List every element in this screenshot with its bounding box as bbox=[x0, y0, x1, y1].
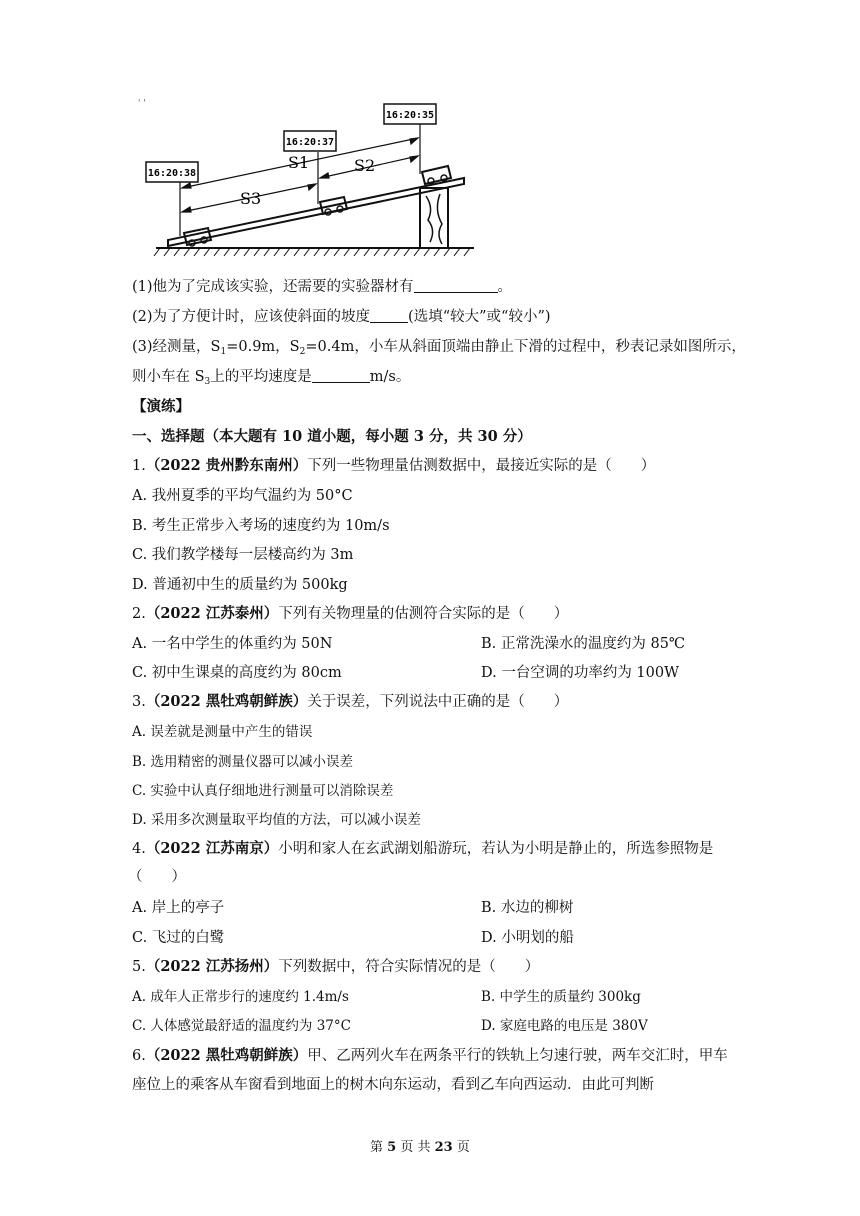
q4-option-b[interactable]: B. 水边的柳树 bbox=[481, 900, 574, 916]
question-text: 下列数据中，符合实际情况的是（ ） bbox=[278, 959, 540, 975]
page-footer bbox=[370, 1136, 470, 1155]
question-number: 3. bbox=[132, 694, 146, 710]
question-source: （2022 江苏泰州） bbox=[145, 605, 279, 622]
question-number: 1. bbox=[132, 458, 146, 474]
question-text: 关于误差，下列说法中正确的是（ ） bbox=[307, 694, 569, 710]
q1-option-a[interactable]: A. 我州夏季的平均气温约为 50°C bbox=[132, 488, 353, 504]
subscript: 2 bbox=[299, 347, 306, 357]
question-2-stem bbox=[132, 604, 568, 624]
q2-option-b[interactable]: B. 正常洗澡水的温度约为 85℃ bbox=[481, 636, 686, 652]
q3-option-a[interactable]: A. 误差就是测量中产生的错误 bbox=[132, 724, 313, 740]
q1-option-b[interactable]: B. 考生正常步入考场的速度约为 10m/s bbox=[132, 518, 390, 534]
question-source: （2022 黑牡鸡朝鲜族） bbox=[145, 693, 308, 710]
question-3-stem bbox=[132, 692, 568, 712]
page-number: 5 bbox=[387, 1140, 397, 1155]
q5-option-d[interactable]: D. 家庭电路的电压是 380V bbox=[481, 1018, 648, 1034]
subscript: 1 bbox=[220, 347, 227, 357]
q-intro-1-text: (1)他为了完成该实验，还需要的实验器材有 bbox=[132, 279, 414, 295]
q3-option-d[interactable]: D. 采用多次测量取平均值的方法，可以减小误差 bbox=[132, 812, 421, 828]
q-intro-3-line2-suffix: m/s。 bbox=[369, 369, 411, 385]
s2-label: S2 bbox=[354, 156, 376, 175]
intro-question-3-line2 bbox=[132, 367, 410, 392]
q5-option-c[interactable]: C. 人体感觉最舒适的温度约为 37°C bbox=[132, 1018, 351, 1034]
q4-option-d[interactable]: D. 小明划的船 bbox=[481, 930, 574, 946]
footer-pre: 第 bbox=[370, 1140, 384, 1155]
q4-option-c[interactable]: C. 飞过的白鹭 bbox=[132, 930, 225, 946]
q5-option-b[interactable]: B. 中学生的质量约 300kg bbox=[481, 989, 641, 1005]
corner-mark: ' ' bbox=[138, 99, 146, 109]
question-source: （2022 黑牡鸡朝鲜族） bbox=[145, 1047, 308, 1064]
incline-diagram bbox=[138, 96, 474, 266]
q-intro-3-s2: =0.4m，小车从斜面顶端由静止下滑的过程中，秒表记录如图所示， bbox=[305, 339, 746, 355]
question-number: 4. bbox=[132, 841, 146, 857]
footer-mid: 页 共 bbox=[400, 1140, 431, 1155]
q2-option-a[interactable]: A. 一名中学生的体重约为 50N bbox=[132, 636, 333, 652]
q-intro-3-line2-mid: 上的平均速度是 bbox=[210, 369, 312, 385]
q-intro-3-text: (3)经测量，S bbox=[132, 339, 221, 355]
question-source: （2022 江苏扬州） bbox=[145, 958, 279, 975]
page-total: 23 bbox=[434, 1140, 453, 1155]
question-4-stem-cont: （ ） bbox=[128, 869, 186, 885]
q-intro-1-suffix: 。 bbox=[497, 279, 513, 295]
q2-option-d[interactable]: D. 一台空调的功率约为 100W bbox=[481, 665, 680, 681]
intro-question-1 bbox=[132, 277, 512, 297]
q-intro-3-line2-text: 则小车在 S bbox=[132, 369, 205, 385]
q1-option-d[interactable]: D. 普通初中生的质量约为 500kg bbox=[132, 577, 348, 593]
question-text: 甲、乙两列火车在两条平行的铁轨上匀速行驶，两车交汇时，甲车 bbox=[307, 1048, 728, 1064]
question-text: 下列一些物理量估测数据中，最接近实际的是（ ） bbox=[307, 458, 656, 474]
answer-blank[interactable] bbox=[370, 308, 408, 323]
timer-middle: 16:20:37 bbox=[285, 137, 335, 148]
q-intro-2-text: (2)为了方便计时，应该使斜面的坡度 bbox=[132, 309, 371, 325]
question-6-stem bbox=[132, 1046, 728, 1066]
timer-end: 16:20:35 bbox=[385, 110, 435, 121]
q-intro-2-suffix: (选填“较大”或“较小”) bbox=[408, 309, 551, 325]
q3-option-b[interactable]: B. 选用精密的测量仪器可以减小误差 bbox=[132, 754, 354, 770]
part-heading: 一、选择题（本大题有 10 道小题，每小题 3 分，共 30 分） bbox=[132, 428, 532, 445]
question-source: （2022 江苏南京） bbox=[145, 840, 279, 857]
q5-option-a[interactable]: A. 成年人正常步行的速度约 1.4m/s bbox=[132, 989, 349, 1005]
question-number: 6. bbox=[132, 1048, 146, 1064]
question-source: （2022 贵州黔东南州） bbox=[145, 457, 308, 474]
s1-label: S1 bbox=[288, 153, 310, 172]
q-intro-3-s1: =0.9m，S bbox=[226, 339, 300, 355]
intro-question-2 bbox=[132, 307, 551, 327]
question-number: 2. bbox=[132, 606, 146, 622]
q1-option-c[interactable]: C. 我们教学楼每一层楼高约为 3m bbox=[132, 547, 354, 563]
ground-hatch bbox=[154, 248, 470, 256]
question-text: 小明和家人在玄武湖划船游玩，若认为小明是静止的，所选参照物是 bbox=[278, 841, 714, 857]
question-text: 下列有关物理量的估测符合实际的是（ ） bbox=[278, 606, 569, 622]
wood-block bbox=[420, 188, 448, 248]
intro-question-3-line1 bbox=[132, 337, 746, 362]
s3-label: S3 bbox=[240, 189, 262, 208]
timer-start: 16:20:38 bbox=[147, 168, 197, 179]
subscript: 3 bbox=[204, 377, 211, 387]
footer-post: 页 bbox=[456, 1140, 470, 1155]
question-6-stem-line2: 座位上的乘客从车窗看到地面上的树木向东运动，看到乙车向西运动．由此可判断 bbox=[132, 1077, 654, 1093]
question-1-stem bbox=[132, 456, 655, 476]
q3-option-c[interactable]: C. 实验中认真仔细地进行测量可以消除误差 bbox=[132, 783, 394, 799]
q2-option-c[interactable]: C. 初中生课桌的高度约为 80cm bbox=[132, 665, 342, 681]
q4-option-a[interactable]: A. 岸上的亭子 bbox=[132, 900, 225, 916]
question-number: 5. bbox=[132, 959, 146, 975]
answer-blank[interactable] bbox=[414, 278, 498, 293]
incline-experiment-figure bbox=[138, 96, 474, 266]
question-4-stem bbox=[132, 839, 713, 859]
question-5-stem bbox=[132, 957, 539, 977]
answer-blank[interactable] bbox=[312, 368, 370, 383]
section-heading: 【演练】 bbox=[132, 398, 190, 415]
